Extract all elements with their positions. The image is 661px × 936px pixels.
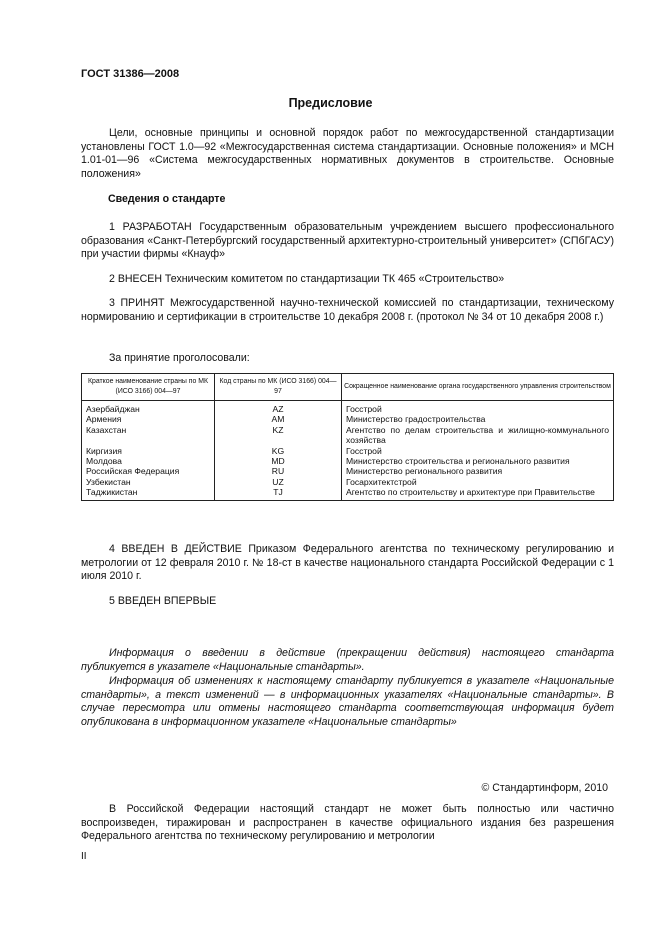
page-number: II <box>81 851 87 862</box>
table-row <box>82 456 614 466</box>
item-adopted: 3 ПРИНЯТ Межгосударственной научно-технической комиссией по стандартизации, техническому нормированию и сертификации в строительстве 10 декабря 2008 г. (протокол № 34 от 10 декабря 2008 г.) <box>81 297 614 323</box>
country-cell: Казахстан <box>82 425 215 446</box>
table-row <box>82 477 614 487</box>
country-cell: Киргизия <box>82 446 215 456</box>
table-row <box>82 414 614 424</box>
voted-label: За принятие проголосовали: <box>109 352 250 364</box>
votes-table-body <box>82 401 614 501</box>
header-country: Краткое наименование страны по МК (ИСО 3166) 004—97 <box>82 374 215 401</box>
table-row <box>82 466 614 476</box>
code-cell: KG <box>215 446 342 456</box>
info-note-changes: Информация об изменениях к настоящему стандарту публикуется в указателе «Национальные стандарты», а текст изменений — в информационных указателях «Национальные стандарты». В случае пересмотра или отмены настоящего стандарта соответствующая информация будет опубликована в информационном указателе «Национальные стандарты» <box>81 675 614 728</box>
code-cell: AM <box>215 414 342 424</box>
reproduction-notice: В Российской Федерации настоящий стандарт не может быть полностью или частично воспроизведен, тиражирован и распространен в качестве официального издания без разрешения Федерального агентства по техническому регулированию и метрологии <box>81 803 614 843</box>
organization-cell: Министерство строительства и регионального развития <box>342 456 614 466</box>
code-cell: RU <box>215 466 342 476</box>
table-row <box>82 446 614 456</box>
item-enacted: 4 ВВЕДЕН В ДЕЙСТВИЕ Приказом Федерального агентства по техническому регулированию и метрологии от 12 февраля 2010 г. № 18-ст в качестве национального стандарта Российской Федерации с 1 июля 2010 г. <box>81 543 614 583</box>
header-code: Код страны по МК (ИСО 3166) 004—97 <box>215 374 342 401</box>
organization-cell: Агентство по строительству и архитектуре при Правительстве <box>342 487 614 500</box>
info-note-enactment: Информация о введении в действие (прекращении действия) настоящего стандарта публикуется в указателе «Национальные стандарты». <box>81 647 614 673</box>
organization-cell: Госстрой <box>342 446 614 456</box>
code-cell: AZ <box>215 401 342 415</box>
country-cell: Таджикистан <box>82 487 215 500</box>
standard-info-heading: Сведения о стандарте <box>108 193 226 205</box>
code-cell: UZ <box>215 477 342 487</box>
code-cell: KZ <box>215 425 342 446</box>
document-code: ГОСТ 31386—2008 <box>81 68 180 80</box>
organization-cell: Госстрой <box>342 401 614 415</box>
organization-cell: Агентство по делам строительства и жилищно-коммунального хозяйства <box>342 425 614 446</box>
votes-table <box>81 373 614 501</box>
organization-cell: Министерство регионального развития <box>342 466 614 476</box>
code-cell: TJ <box>215 487 342 500</box>
table-row <box>82 487 614 500</box>
country-cell: Узбекистан <box>82 477 215 487</box>
table-header-row <box>82 374 614 401</box>
country-cell: Армения <box>82 414 215 424</box>
table-row <box>82 401 614 415</box>
intro-paragraph: Цели, основные принципы и основной порядок работ по межгосударственной стандартизации установлены ГОСТ 1.0—92 «Межгосударственная система стандартизации. Основные положения» и МСН 1.01-01—96 «Система межгосударственных нормативных документов в строительстве. Основные положения» <box>81 127 614 180</box>
code-cell: MD <box>215 456 342 466</box>
table-row <box>82 425 614 446</box>
item-submitted: 2 ВНЕСЕН Техническим комитетом по стандартизации ТК 465 «Строительство» <box>109 273 505 285</box>
country-cell: Российская Федерация <box>82 466 215 476</box>
header-organization: Сокращенное наименование органа государственного управления строительством <box>342 374 614 401</box>
copyright-notice: © Стандартинформ, 2010 <box>481 782 608 794</box>
organization-cell: Госархитектстрой <box>342 477 614 487</box>
organization-cell: Министерство градостроительства <box>342 414 614 424</box>
country-cell: Азербайджан <box>82 401 215 415</box>
page-title: Предисловие <box>288 96 373 110</box>
item-developed: 1 РАЗРАБОТАН Государственным образовательным учреждением высшего профессионального образования «Санкт-Петербургский государственный архитектурно-строительный университет» (СПбГАСУ) при участии фирмы «Кнауф» <box>81 221 614 261</box>
item-first-introduced: 5 ВВЕДЕН ВПЕРВЫЕ <box>109 595 217 607</box>
country-cell: Молдова <box>82 456 215 466</box>
